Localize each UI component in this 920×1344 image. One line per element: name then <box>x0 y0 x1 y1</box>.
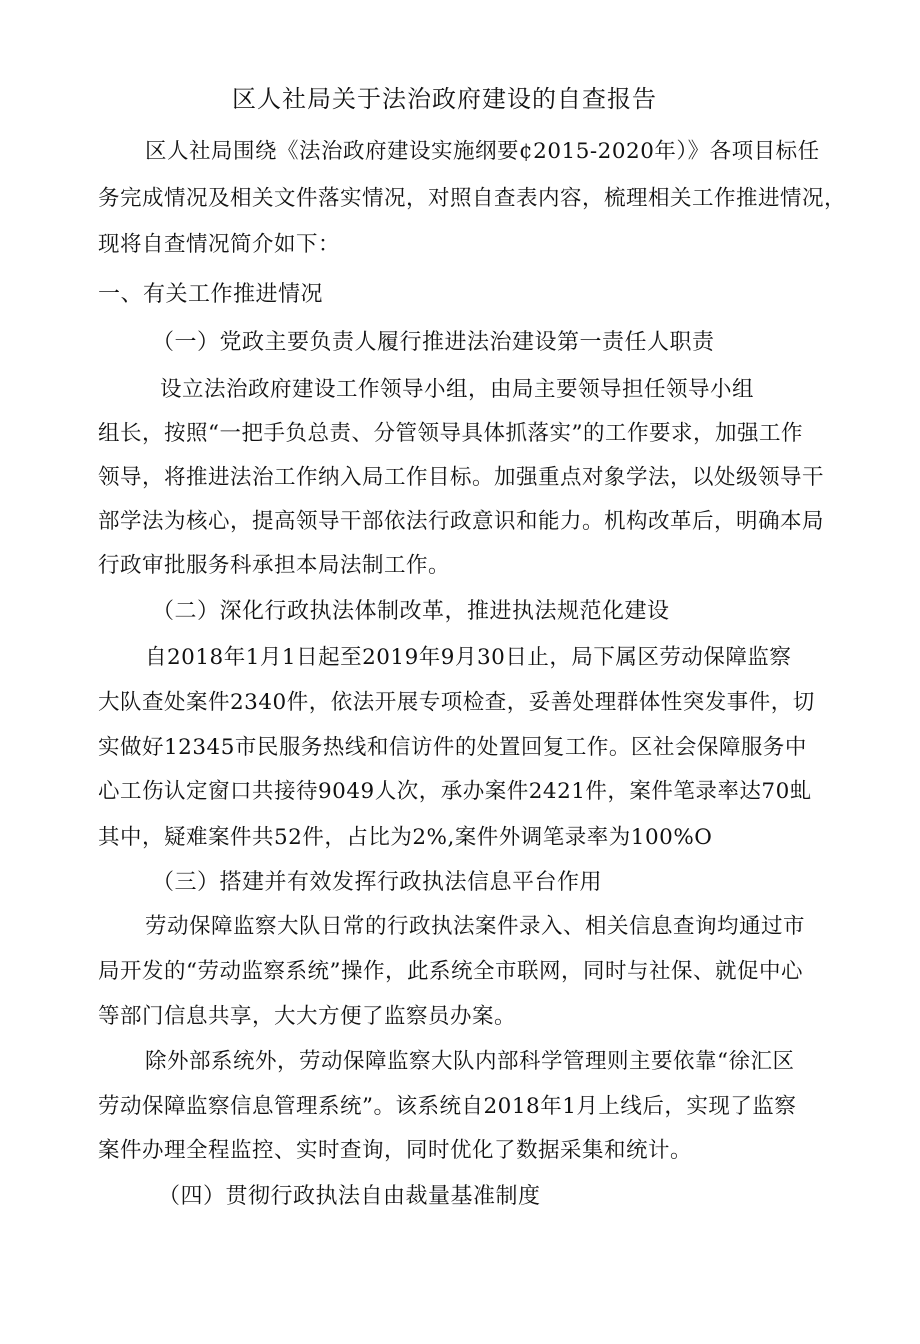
section-heading-1: 一、有关工作推进情况 <box>98 282 324 307</box>
sub2-line-3: 实做好12345市民服务热线和信访件的处置回复工作。区社会保障服务中 <box>98 735 807 760</box>
subsection-heading-1: （一）党政主要负责人履行推进法治建设第一责任人职责 <box>152 330 715 355</box>
sub3-para1-line-3: 等部门信息共享，大大方便了监察员办案。 <box>98 1004 517 1029</box>
sub3-para2-line-3: 案件办理全程监控、实时查询，同时优化了数据采集和统计。 <box>98 1138 693 1163</box>
document-title: 区人社局关于法治政府建设的自查报告 <box>232 85 657 113</box>
sub2-line-5: 其中，疑难案件共52件，占比为2%,案件外调笔录率为100%O <box>98 825 713 850</box>
subsection-heading-4: （四）贯彻行政执法自由裁量基准制度 <box>158 1184 541 1209</box>
sub3-para1-line-2: 局开发的“劳动监察系统”操作，此系统全市联网，同时与社保、就促中心 <box>98 959 803 984</box>
intro-line-2: 务完成情况及相关文件落实情况，对照自查表内容，梳理相关工作推进情况， <box>98 186 847 211</box>
sub1-line-2: 组长，按照“一把手负总责、分管领导具体抓落实”的工作要求，加强工作 <box>98 421 803 446</box>
sub1-line-4: 部学法为核心，提高领导干部依法行政意识和能力。机构改革后，明确本局 <box>98 509 825 534</box>
sub1-line-3: 领导，将推进法治工作纳入局工作目标。加强重点对象学法，以处级领导干 <box>98 465 825 490</box>
sub3-para1-line-1: 劳动保障监察大队日常的行政执法案件录入、相关信息查询均通过市 <box>145 914 806 939</box>
sub3-para2-line-2: 劳动保障监察信息管理系统”。该系统自2018年1月上线后，实现了监察 <box>98 1094 797 1119</box>
sub1-line-5: 行政审批服务科承担本局法制工作。 <box>98 553 451 578</box>
subsection-heading-2: （二）深化行政执法体制改革，推进执法规范化建设 <box>152 599 670 624</box>
sub2-line-4: 心工伤认定窗口共接待9049人次，承办案件2421件，案件笔录率达70虬 <box>98 779 812 804</box>
sub1-line-1: 设立法治政府建设工作领导小组，由局主要领导担任领导小组 <box>160 377 755 402</box>
sub2-line-1: 自2018年1月1日起至2019年9月30日止，局下属区劳动保障监察 <box>145 645 792 670</box>
intro-line-1: 区人社局围绕《法治政府建设实施纲要¢2015-2020年）》各项目标任 <box>145 139 820 164</box>
sub2-line-2: 大队查处案件2340件，依法开展专项检查，妥善处理群体性突发事件，切 <box>98 690 815 715</box>
subsection-heading-3: （三）搭建并有效发挥行政执法信息平台作用 <box>152 870 603 895</box>
sub3-para2-line-1: 除外部系统外，劳动保障监察大队内部科学管理则主要依靠“徐汇区 <box>145 1049 795 1074</box>
intro-line-3: 现将自查情况简介如下： <box>98 232 341 257</box>
